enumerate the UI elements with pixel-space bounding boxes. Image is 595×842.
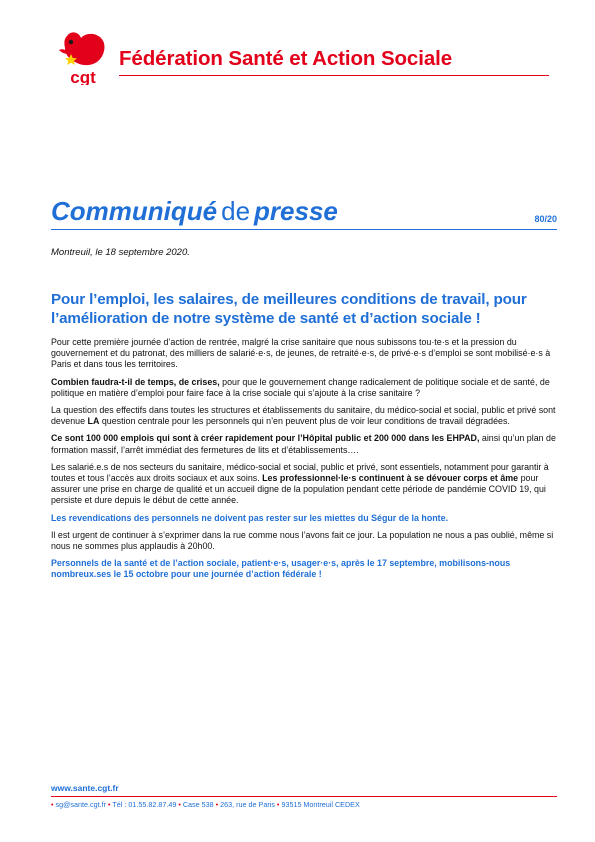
communique-word-3: presse [254,196,338,226]
bullet-icon: • [178,800,181,809]
paragraph-4-rest: ainsi qu’un plan de formation massif, l’arrêt immédiat des fermetures de lits et d’établissements…. [51,433,556,455]
paragraph-5-b: pour assurer une prise en charge de qualité et un accueil digne de la population pendant cette période de pandémie COVID 19, qui persiste et dure depuis le début de cette année. [51,473,546,506]
paragraph-3-b: question centrale pour les personnels qui n’en peuvent plus de voir leur conditions de travail dégradées. [99,416,510,427]
body-text [51,337,557,587]
paragraph-3-a: La question des effectifs dans toutes les structures et établissements du sanitaire, du médico-social et social, public et privé sont devenue [51,405,556,427]
footer-contact [51,800,360,809]
paragraph-4-bold: Ce sont 100 000 emplois qui sont à créer rapidement pour l’Hôpital public et 200 000 dans les EHPAD, [51,433,480,444]
document-date: Montreuil, le 18 septembre 2020. [51,247,190,258]
paragraph-3 [51,405,557,427]
bullet-icon: • [107,800,111,809]
paragraph-2 [51,377,557,399]
paragraph-5-bold: Les professionnel·le·s continuent à se dévouer corps et âme [262,473,519,484]
communique-number: 80/20 [534,214,557,224]
bullet-icon: • [51,800,54,809]
bullet-icon: • [276,800,280,809]
paragraph-5-a: Les salarié.e.s de nos secteurs du sanitaire, médico-social et social, public et privé, sont essentiels, notamment pour garantir à toutes et tous l’accès aux droits sociaux et aux soins. [51,461,549,484]
paragraph-2-bold: Combien faudra-t-il de temps, de crises, [51,376,220,387]
paragraph-1: Pour cette première journée d’action de rentrée, malgré la crise sanitaire que nous subissons tou·te·s et la pression du gouvernement et du patronat, des milliers de salarié·e·s, de jeunes, de retraité·e·s, de privé·e·s d’emploi se sont mobilisé·e·s à Paris et dans tous les territoires. [51,337,551,370]
paragraph-2-rest: pour que le gouvernement change radicalement de politique sociale et de santé, de politique en matière d’emploi pour faire face à la crise sociale qui s’ajoute à la crise sanitaire ? [51,376,550,398]
organization-name: Fédération Santé et Action Sociale [119,47,453,70]
header-divider [119,75,549,76]
website-link[interactable]: www.sante.cgt.fr [51,783,119,793]
footer-phone: Tél : 01.55.82.87.49 [112,800,177,809]
communique-word-2: de [221,196,251,226]
cgt-logo [57,30,109,85]
communique-title [51,198,338,224]
paragraph-4 [51,433,557,455]
svg-text:cgt: cgt [70,68,96,85]
footer-email[interactable]: sg@sante.cgt.fr [55,800,106,809]
footer-city: 93515 Montreuil CEDEX [281,800,360,809]
paragraph-7: Il est urgent de continuer à s’exprimer dans la rue comme nous l’avons fait ce jour. La population ne nous a pas oublié, même si nous ne sommes plus applaudis à 20h00. [51,529,554,552]
bullet-icon: • [215,800,219,809]
paragraph-5 [51,462,557,507]
paragraph-6: Les revendications des personnels ne doivent pas rester sur les miettes du Ségur de la honte. [51,512,449,523]
paragraph-8: Personnels de la santé et de l’action sociale, patient·e·s, usager·e·s, après le 17 septembre, mobilisons-nous nombreux.ses le 15 octobre pour une journée d’action fédérale ! [51,558,511,580]
communique-divider [51,229,557,230]
headline: Pour l’emploi, les salaires, de meilleures conditions de travail, pour l’amélioration de notre système de santé et d’action sociale ! [51,291,527,327]
footer-address: 263, rue de Paris [220,800,275,809]
paragraph-3-bold: LA [87,416,100,427]
footer-box: Case 538 [182,800,214,809]
footer-divider [51,796,557,797]
communique-word-1: Communiqué [51,196,218,226]
